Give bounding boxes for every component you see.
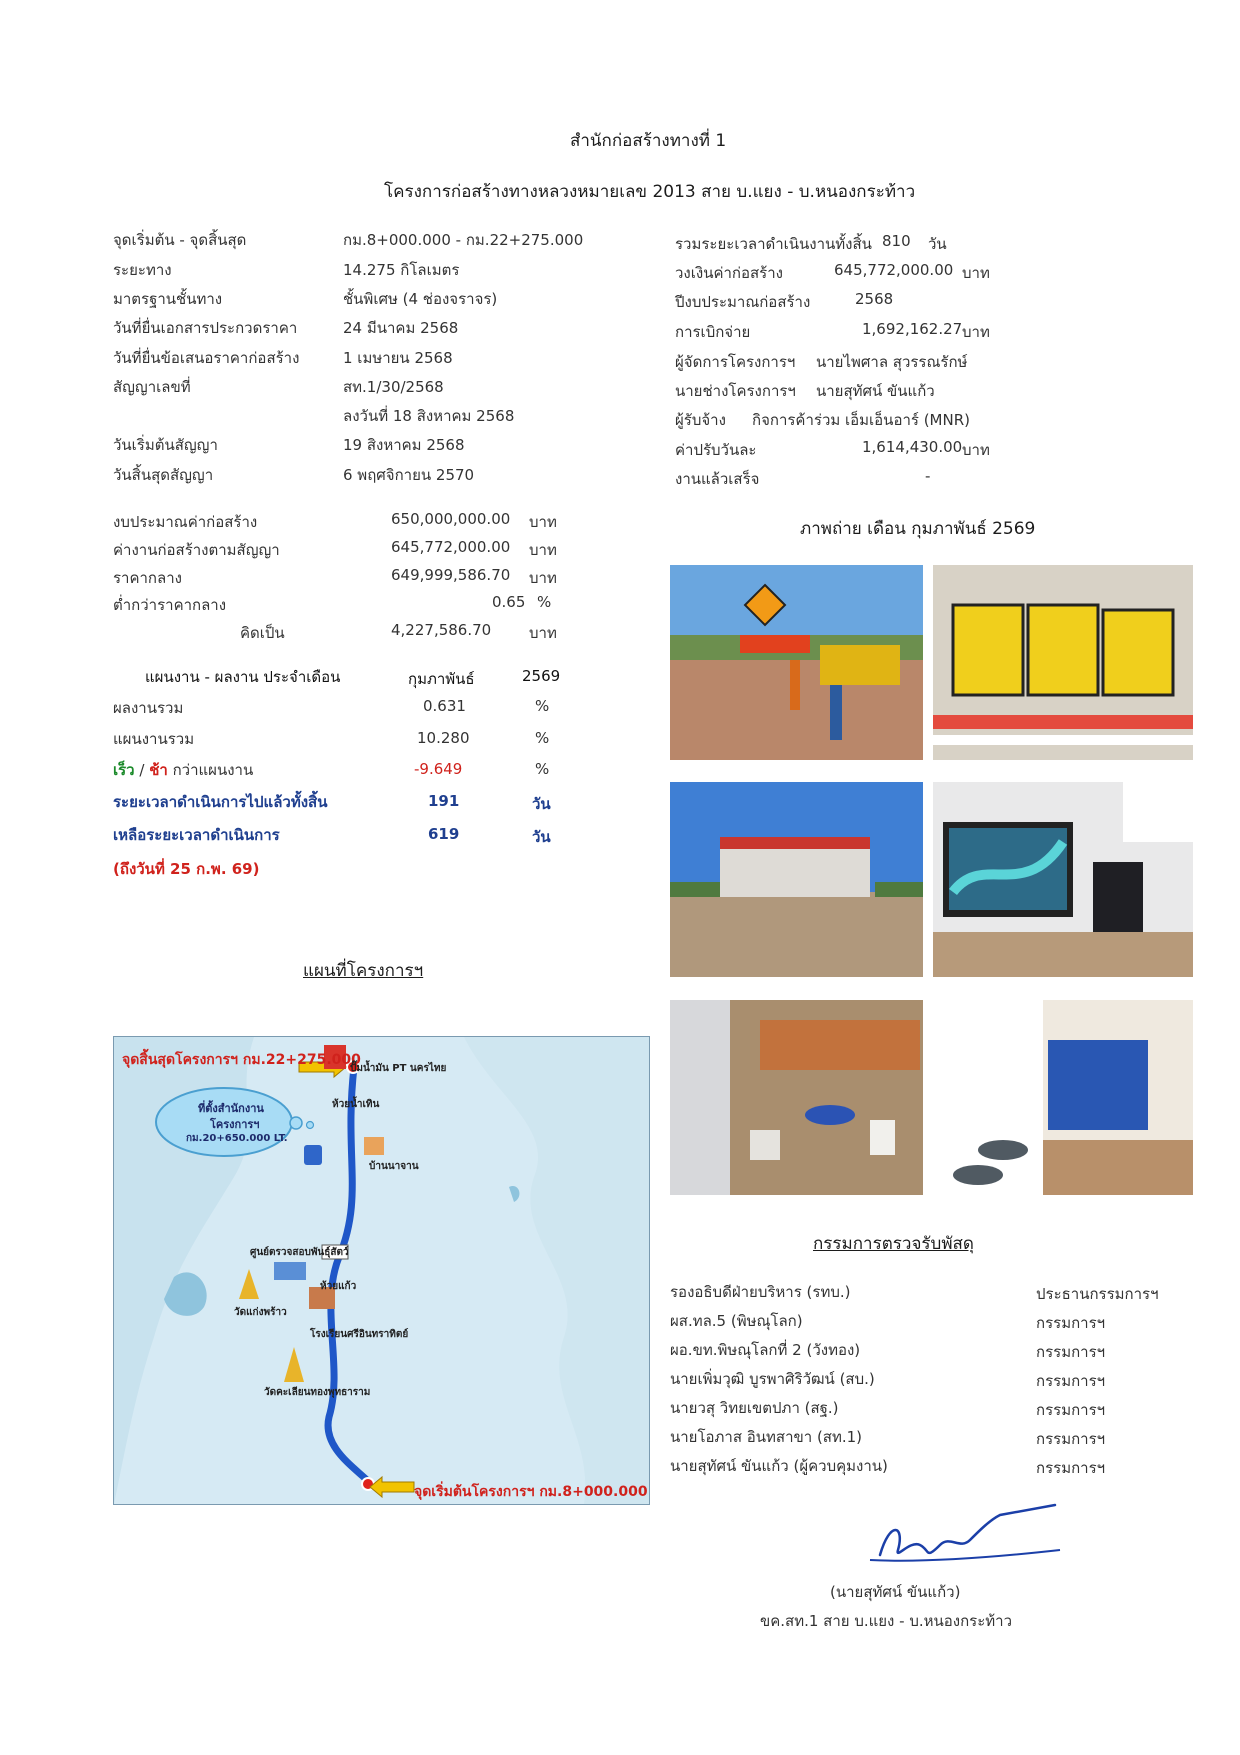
progress-year: 2569 bbox=[522, 667, 561, 685]
committee-role: กรรมการฯ bbox=[1036, 1459, 1106, 1477]
diff-label bbox=[113, 758, 253, 782]
info-value: ชั้นพิเศษ (4 ช่องจราจร) bbox=[343, 290, 498, 308]
budget-value: 649,999,586.70 bbox=[391, 566, 511, 584]
info-value: - bbox=[925, 467, 931, 485]
info-label: วันที่ยื่นเอกสารประกวดราคา bbox=[113, 319, 298, 337]
info-value: 24 มีนาคม 2568 bbox=[343, 319, 459, 337]
map-place: ห้วยน้ำเทิน bbox=[332, 1099, 380, 1110]
signature-mark bbox=[850, 1500, 1070, 1580]
info-value: 810 bbox=[882, 232, 911, 250]
info-value: 1 เมษายน 2568 bbox=[343, 349, 453, 367]
signature-scribble bbox=[850, 1500, 1070, 1580]
office-title: สำนักก่อสร้างทางที่ 1 bbox=[570, 131, 727, 151]
remain-unit: วัน bbox=[532, 828, 551, 846]
committee-member: นายโอภาส อินทสาขา (สท.1) bbox=[670, 1428, 862, 1446]
committee-role: กรรมการฯ bbox=[1036, 1314, 1106, 1332]
map-office-label-1: ที่ตั้งสำนักงาน bbox=[198, 1102, 264, 1115]
budget-value: 650,000,000.00 bbox=[391, 510, 511, 528]
info-label: วันที่ยื่นข้อเสนอราคาก่อสร้าง bbox=[113, 349, 300, 367]
budget-label: ค่างานก่อสร้างตามสัญญา bbox=[113, 541, 280, 559]
committee-member: ผส.ทล.5 (พิษณุโลก) bbox=[670, 1312, 803, 1330]
plan-unit: % bbox=[535, 729, 550, 747]
committee-member: ผอ.ขท.พิษณุโลกที่ 2 (วังทอง) bbox=[670, 1341, 861, 1359]
budget-value: 4,227,586.70 bbox=[391, 621, 492, 639]
committee-role: กรรมการฯ bbox=[1036, 1343, 1106, 1361]
budget-unit: บาท bbox=[529, 513, 557, 531]
map-place: ศูนย์ตรวจสอบพันธุ์สัตว์ bbox=[250, 1247, 349, 1258]
progress-heading: แผนงาน - ผลงาน ประจำเดือน bbox=[145, 668, 341, 686]
budget-unit: % bbox=[537, 593, 552, 611]
budget-value: 645,772,000.00 bbox=[391, 538, 511, 556]
map-office-label-2: โครงการฯ bbox=[210, 1118, 260, 1131]
remain-label: เหลือระยะเวลาดำเนินการ bbox=[113, 826, 280, 844]
plan-value: 10.280 bbox=[417, 729, 470, 747]
photo-material-storage-image bbox=[670, 1000, 923, 1195]
info-unit: บาท bbox=[962, 323, 990, 341]
fast-label: เร็ว bbox=[113, 761, 135, 779]
photo-road-sign bbox=[670, 565, 923, 760]
photo-survey-equipment-image bbox=[933, 565, 1193, 760]
project-title: โครงการก่อสร้างทางหลวงหมายเลข 2013 สาย บ.แยง - บ.หนองกระท้าว bbox=[384, 182, 916, 202]
actual-unit: % bbox=[535, 697, 550, 715]
photo-material-storage bbox=[670, 1000, 923, 1195]
photo-lab-equipment bbox=[933, 1000, 1193, 1195]
info-label: ผู้รับจ้าง bbox=[675, 411, 726, 429]
committee-role: ประธานกรรมการฯ bbox=[1036, 1285, 1159, 1303]
info-label: งานแล้วเสร็จ bbox=[675, 470, 760, 488]
remain-value: 619 bbox=[428, 825, 460, 843]
budget-unit: บาท bbox=[529, 541, 557, 559]
committee-heading: กรรมการตรวจรับพัสดุ bbox=[813, 1234, 974, 1254]
info-label: การเบิกจ่าย bbox=[675, 323, 751, 341]
info-value: กม.8+000.000 - กม.22+275.000 bbox=[343, 231, 584, 249]
info-value: 645,772,000.00 bbox=[834, 261, 954, 279]
info-label: วันเริ่มต้นสัญญา bbox=[113, 436, 218, 454]
budget-label: งบประมาณค่าก่อสร้าง bbox=[113, 513, 258, 531]
budget-unit: บาท bbox=[529, 569, 557, 587]
budget-value: 0.65 bbox=[492, 593, 526, 611]
photo-office-computer bbox=[933, 782, 1193, 977]
info-label: รวมระยะเวลาดำเนินงานทั้งสิ้น bbox=[675, 235, 872, 253]
info-unit: บาท bbox=[962, 264, 990, 282]
info-label: ปีงบประมาณก่อสร้าง bbox=[675, 293, 811, 311]
map-start-label: จุดเริ่มต้นโครงการฯ กม.8+000.000 bbox=[414, 1484, 648, 1500]
committee-member: นายเพิ่มวุฒิ บูรพาศิริวัฒน์ (สบ.) bbox=[670, 1370, 875, 1388]
info-value: 2568 bbox=[855, 290, 894, 308]
photo-lab-equipment-image bbox=[933, 1000, 1193, 1195]
photo-site-office-image bbox=[670, 782, 923, 977]
info-unit: วัน bbox=[928, 235, 947, 253]
slow-label: ช้า bbox=[149, 761, 168, 779]
diff-value: -9.649 bbox=[414, 760, 463, 778]
photo-office-computer-image bbox=[933, 782, 1193, 977]
budget-unit: บาท bbox=[529, 624, 557, 642]
committee-role: กรรมการฯ bbox=[1036, 1401, 1106, 1419]
committee-member: นายสุทัศน์ ขันแก้ว (ผู้ควบคุมงาน) bbox=[670, 1457, 888, 1475]
info-value: กิจการค้าร่วม เอ็มเอ็นอาร์ (MNR) bbox=[752, 411, 970, 429]
budget-label: ต่ำกว่าราคากลาง bbox=[113, 596, 227, 614]
diff-text: กว่าแผนงาน bbox=[167, 761, 254, 779]
photo-road-sign-image bbox=[670, 565, 923, 760]
map-place: โรงเรียนศรีอินทราทิตย์ bbox=[310, 1329, 409, 1340]
info-label: มาตรฐานชั้นทาง bbox=[113, 290, 223, 308]
committee-member: นายวสุ วิทยเขตปภา (สฐ.) bbox=[670, 1399, 839, 1417]
actual-value: 0.631 bbox=[423, 697, 466, 715]
map-place: ปั๊มน้ำมัน PT นครไทย bbox=[350, 1063, 447, 1074]
photo-site-office bbox=[670, 782, 923, 977]
as-of-date: (ถึงวันที่ 25 ก.พ. 69) bbox=[113, 860, 260, 878]
map-heading: แผนที่โครงการฯ bbox=[303, 961, 424, 981]
info-value: 19 สิงหาคม 2568 bbox=[343, 436, 465, 454]
map-office-label-3: กม.20+650.000 LT. bbox=[186, 1133, 288, 1144]
info-value: 1,614,430.00 bbox=[862, 438, 963, 456]
plan-label: แผนงานรวม bbox=[113, 730, 195, 748]
elapsed-value: 191 bbox=[428, 792, 460, 810]
actual-label: ผลงานรวม bbox=[113, 699, 184, 717]
map-place: ห้วยแก้ว bbox=[320, 1281, 357, 1292]
budget-label: คิดเป็น bbox=[240, 624, 285, 642]
info-label: นายช่างโครงการฯ bbox=[675, 382, 796, 400]
info-label: วันสิ้นสุดสัญญา bbox=[113, 466, 214, 484]
info-label: วงเงินค่าก่อสร้าง bbox=[675, 264, 783, 282]
budget-label: ราคากลาง bbox=[113, 569, 182, 587]
info-value: นายสุทัศน์ ขันแก้ว bbox=[816, 382, 935, 400]
signature-name: (นายสุทัศน์ ขันแก้ว) bbox=[830, 1583, 961, 1601]
info-label: ผู้จัดการโครงการฯ bbox=[675, 353, 796, 371]
map-place: วัดแก่งพร้าว bbox=[234, 1307, 287, 1318]
info-label: ระยะทาง bbox=[113, 261, 172, 279]
slash: / bbox=[134, 761, 150, 779]
info-label: สัญญาเลขที่ bbox=[113, 378, 191, 396]
info-label: ค่าปรับวันละ bbox=[675, 441, 757, 459]
info-value: 1,692,162.27 bbox=[862, 320, 963, 338]
project-map bbox=[113, 1036, 650, 1505]
info-label: จุดเริ่มต้น - จุดสิ้นสุด bbox=[113, 231, 247, 249]
committee-role: กรรมการฯ bbox=[1036, 1372, 1106, 1390]
elapsed-label: ระยะเวลาดำเนินการไปแล้วทั้งสิ้น bbox=[113, 793, 328, 811]
map-place: วัดคะเลียนทองพุทธาราม bbox=[264, 1387, 371, 1398]
committee-member: รองอธิบดีฝ่ายบริหาร (รทบ.) bbox=[670, 1283, 851, 1301]
info-value: 6 พฤศจิกายน 2570 bbox=[343, 466, 475, 484]
map-end-label: จุดสิ้นสุดโครงการฯ กม.22+275.000 bbox=[122, 1052, 361, 1068]
info-value: ลงวันที่ 18 สิงหาคม 2568 bbox=[343, 407, 515, 425]
progress-month: กุมภาพันธ์ bbox=[408, 670, 475, 688]
elapsed-unit: วัน bbox=[532, 795, 551, 813]
info-unit: บาท bbox=[962, 441, 990, 459]
info-value: นายไพศาล สุวรรณรักษ์ bbox=[816, 353, 968, 371]
diff-unit: % bbox=[535, 760, 550, 778]
info-value: สท.1/30/2568 bbox=[343, 378, 444, 396]
info-value: 14.275 กิโลเมตร bbox=[343, 261, 460, 279]
map-graphic bbox=[114, 1037, 649, 1504]
photos-heading: ภาพถ่าย เดือน กุมภาพันธ์ 2569 bbox=[800, 519, 1036, 539]
map-place: บ้านนาจาน bbox=[369, 1161, 419, 1172]
signature-position: ขค.สท.1 สาย บ.แยง - บ.หนองกระท้าว bbox=[760, 1612, 1013, 1630]
photo-survey-equipment bbox=[933, 565, 1193, 760]
committee-role: กรรมการฯ bbox=[1036, 1430, 1106, 1448]
